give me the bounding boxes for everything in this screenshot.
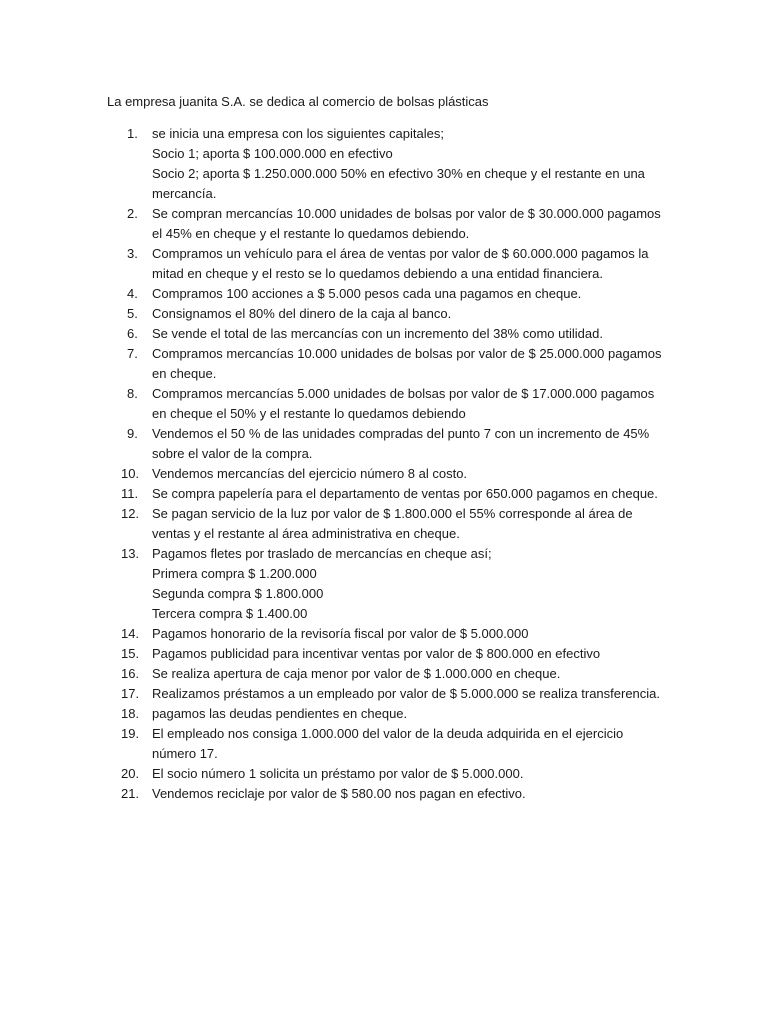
list-item-text: Se compran mercancías 10.000 unidades de bolsas por valor de $ 30.000.000 pagamos el 45% en cheque y el restante lo quedamos debiendo.	[152, 206, 661, 241]
list-item-number: 1.	[127, 126, 138, 141]
list-item	[107, 484, 667, 504]
list-item	[107, 204, 667, 244]
list-item	[107, 644, 667, 664]
list-item-subline: Tercera compra $ 1.400.00	[152, 606, 308, 621]
list-item-text: Pagamos fletes por traslado de mercancías en cheque así;	[152, 546, 492, 561]
list-item-number: 4.	[127, 286, 138, 301]
list-item-number: 8.	[127, 386, 138, 401]
list-item	[107, 284, 667, 304]
list-item-number: 3.	[127, 246, 138, 261]
list-item-text: Pagamos publicidad para incentivar ventas por valor de $ 800.000 en efectivo	[152, 646, 601, 661]
list-item-text: Vendemos el 50 % de las unidades compradas del punto 7 con un incremento de 45% sobre el valor de la compra.	[152, 426, 650, 461]
list-item-text: pagamos las deudas pendientes en cheque.	[152, 706, 408, 721]
list-item-number: 15.	[121, 646, 140, 661]
list-item-text: Compramos 100 acciones a $ 5.000 pesos cada una pagamos en cheque.	[152, 286, 582, 301]
list-item-number: 11.	[121, 486, 139, 501]
list-item	[107, 544, 667, 624]
list-item	[107, 764, 667, 784]
list-item-number: 16.	[121, 666, 140, 681]
list-item	[107, 784, 667, 804]
list-item	[107, 344, 667, 384]
list-item	[107, 384, 667, 424]
list-item-number: 21.	[121, 786, 140, 801]
list-item-text: Se pagan servicio de la luz por valor de $ 1.800.000 el 55% corresponde al área de ventas y el restante al área administrativa en cheque.	[152, 506, 633, 541]
list-item	[107, 244, 667, 284]
document-title: La empresa juanita S.A. se dedica al comercio de bolsas plásticas	[107, 94, 489, 109]
list-item-text: El empleado nos consiga 1.000.000 del valor de la deuda adquirida en el ejercicio número 17.	[152, 726, 624, 761]
list-item-text: El socio número 1 solicita un préstamo por valor de $ 5.000.000.	[152, 766, 524, 781]
list-item-text: Compramos mercancías 5.000 unidades de bolsas por valor de $ 17.000.000 pagamos en cheque el 50% y el restante lo quedamos debiendo	[152, 386, 655, 421]
list-item	[107, 464, 667, 484]
list-item-number: 20.	[121, 766, 140, 781]
list-item-text: Se realiza apertura de caja menor por valor de $ 1.000.000 en cheque.	[152, 666, 561, 681]
list-item	[107, 684, 667, 704]
list-item-subline: Primera compra $ 1.200.000	[152, 566, 317, 581]
list-item	[107, 704, 667, 724]
list-item	[107, 304, 667, 324]
list-item-number: 13.	[121, 546, 140, 561]
list-item-number: 17.	[121, 686, 140, 701]
list-item	[107, 124, 667, 204]
list-item-text: se inicia una empresa con los siguientes capitales;	[152, 126, 444, 141]
list-item-subline: Socio 1; aporta $ 100.000.000 en efectivo	[152, 146, 393, 161]
list-item	[107, 504, 667, 544]
list-item-text: Compramos un vehículo para el área de ventas por valor de $ 60.000.000 pagamos la mitad en cheque y el resto se lo quedamos debiendo a una entidad financiera.	[152, 246, 649, 281]
list-item	[107, 664, 667, 684]
list-item-number: 14.	[121, 626, 140, 641]
list-item-text: Vendemos reciclaje por valor de $ 580.00 nos pagan en efectivo.	[152, 786, 526, 801]
list-item	[107, 324, 667, 344]
list-item-subline: Socio 2; aporta $ 1.250.000.000 50% en efectivo 30% en cheque y el restante en una mercancía.	[152, 166, 645, 201]
list-item	[107, 424, 667, 464]
list-item-text: Se vende el total de las mercancías con un incremento del 38% como utilidad.	[152, 326, 603, 341]
list-item-number: 6.	[127, 326, 138, 341]
list-item-number: 18.	[121, 706, 140, 721]
list-item-number: 7.	[127, 346, 138, 361]
list-item-text: Pagamos honorario de la revisoría fiscal por valor de $ 5.000.000	[152, 626, 529, 641]
list-item-subline: Segunda compra $ 1.800.000	[152, 586, 324, 601]
list-item-number: 10.	[121, 466, 140, 481]
list-item-text: Realizamos préstamos a un empleado por valor de $ 5.000.000 se realiza transferencia.	[152, 686, 661, 701]
list-item	[107, 724, 667, 764]
list-item-text: Consignamos el 80% del dinero de la caja al banco.	[152, 306, 452, 321]
list-item-number: 19.	[121, 726, 140, 741]
list-item-number: 9.	[127, 426, 138, 441]
numbered-list	[107, 124, 667, 804]
list-item-number: 5.	[127, 306, 138, 321]
list-item-number: 12.	[121, 506, 140, 521]
list-item	[107, 624, 667, 644]
list-item-text: Vendemos mercancías del ejercicio número 8 al costo.	[152, 466, 468, 481]
list-item-number: 2.	[127, 206, 138, 221]
list-item-text: Compramos mercancías 10.000 unidades de bolsas por valor de $ 25.000.000 pagamos en cheque.	[152, 346, 662, 381]
list-item-text: Se compra papelería para el departamento de ventas por 650.000 pagamos en cheque.	[152, 486, 658, 501]
